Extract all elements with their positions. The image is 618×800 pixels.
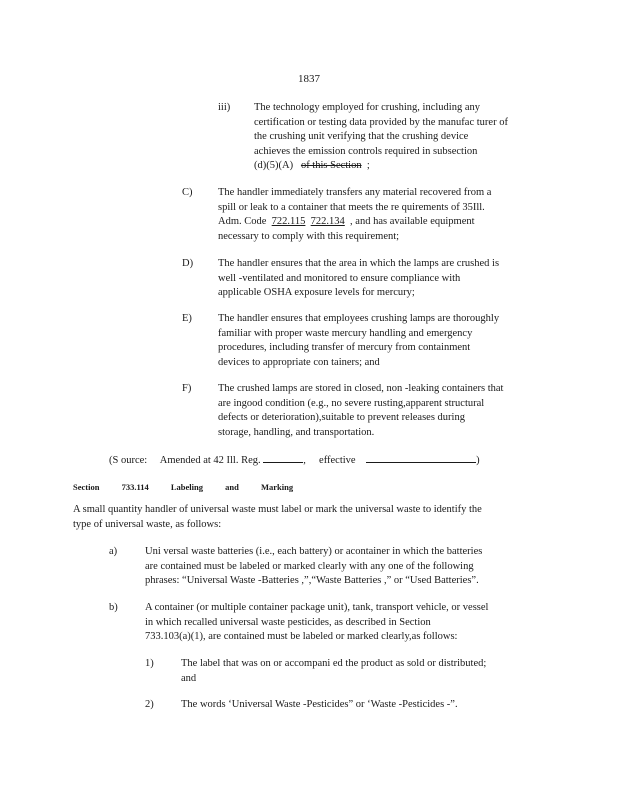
struck-text: of this Section [300, 160, 362, 171]
source-amended: Amended at 42 Ill. Reg. [159, 455, 261, 466]
text-line [218, 215, 542, 230]
section-number: 733.114 [121, 482, 149, 492]
text-line: achieves the emission controls required in subsection [254, 145, 478, 157]
item-text [145, 545, 541, 589]
item-label: D) [182, 258, 194, 269]
text-line: certification or testing data provided by the manufac turer of [254, 116, 508, 128]
text-line: defects or deterioration),suitable to prevent releases during [218, 412, 465, 423]
code-ref-link[interactable]: 722.134 [310, 216, 345, 227]
text-line: the crushing unit verifying that the crushing device [254, 131, 469, 142]
text-line: well -ventilated and monitored to ensure compliance with [218, 272, 461, 284]
source-effective: effective [319, 455, 356, 466]
text-line: are ingood condition (e.g., no severe rusting,apparent structural [218, 397, 485, 409]
text-line: The words ‘Universal Waste -Pesticides” or ‘Waste -Pesticides -”. [181, 699, 458, 710]
section-label: Section [73, 482, 100, 492]
text-line: applicable OSHA exposure levels for mercury; [218, 287, 415, 298]
source-prefix: (S ource: [109, 455, 148, 466]
text-line: devices to appropriate con tainers; and [218, 356, 380, 368]
text-line: spill or leak to a container that meets the re quirements of 35Ill. [218, 201, 485, 213]
text-line: A container (or multiple container package unit), tank, transport vehicle, or vessel [145, 602, 489, 613]
item-label: b) [109, 602, 118, 613]
item-text [145, 601, 541, 645]
text-line: The crushed lamps are stored in closed, non -leaking containers that [218, 383, 504, 394]
reg-blank[interactable] [263, 452, 303, 463]
text-line: type of universal waste, as follows: [73, 518, 222, 530]
item-text [218, 257, 542, 301]
item-text [218, 312, 542, 370]
text-line: procedures, including transfer of mercury from containment [218, 342, 471, 353]
text-line: storage, handling, and transportation. [218, 426, 375, 438]
text-line: necessary to comply with this requirement; [218, 230, 400, 242]
item-text [181, 657, 521, 686]
text-line: phrases: “Universal Waste -Batteries ,”,“Waste Batteries ,” or “Used Batteries”. [145, 575, 479, 586]
page-number: 1837 [298, 73, 320, 85]
item-label: iii) [218, 102, 231, 113]
item-label: C) [182, 187, 193, 198]
item-label: E) [182, 313, 192, 324]
subsection-ref: (d)(5)(A) [254, 160, 294, 171]
text-line: The technology employed for crushing, including any [254, 102, 480, 113]
line-end: ; [366, 160, 370, 171]
text-line: Uni versal waste batteries (i.e., each battery) or acontainer in which the batteries [145, 546, 483, 557]
item-text [254, 101, 542, 174]
section-heading [73, 480, 313, 495]
item-text [218, 186, 542, 244]
item-label: 2) [145, 699, 154, 710]
item-label: a) [109, 546, 118, 557]
text-line: The handler ensures that employees crushing lamps are thoroughly [218, 313, 500, 324]
section-title-word: and [225, 482, 239, 492]
section-title-word: Marking [260, 482, 294, 492]
text-line: A small quantity handler of universal waste must label or mark the universal waste to identify the [73, 504, 482, 515]
text-fragment: , and has available equipment [350, 216, 475, 227]
item-label: F) [182, 383, 192, 394]
text-fragment: Adm. Code [218, 216, 267, 227]
item-label: 1) [145, 658, 154, 669]
text-line: are contained must be labeled or marked clearly with any one of the following [145, 560, 474, 572]
text-line: The handler immediately transfers any material recovered from a [218, 187, 492, 198]
section-title-word: Labeling [170, 482, 203, 492]
text-line: The label that was on or accompani ed the product as sold or distributed; [181, 658, 487, 669]
text-line: The handler ensures that the area in which the lamps are crushed is [218, 258, 500, 269]
text-line: 733.103(a)(1), are contained must be labeled or marked clearly,as follows: [145, 631, 458, 642]
source-note: (S ource: Amended at 42 Ill. Reg. , effective ) [109, 452, 480, 469]
text-line: and [181, 672, 197, 684]
intro-paragraph [73, 503, 541, 532]
item-text [181, 698, 521, 713]
effective-date-blank[interactable] [366, 452, 476, 463]
text-line: in which recalled universal waste pesticides, as described in Section [145, 616, 431, 628]
text-line [254, 159, 542, 174]
item-text [218, 382, 542, 440]
code-ref-link[interactable]: 722.115 [271, 216, 306, 227]
source-close: ) [476, 455, 480, 466]
text-line: familiar with proper waste mercury handling and emergency [218, 327, 473, 339]
